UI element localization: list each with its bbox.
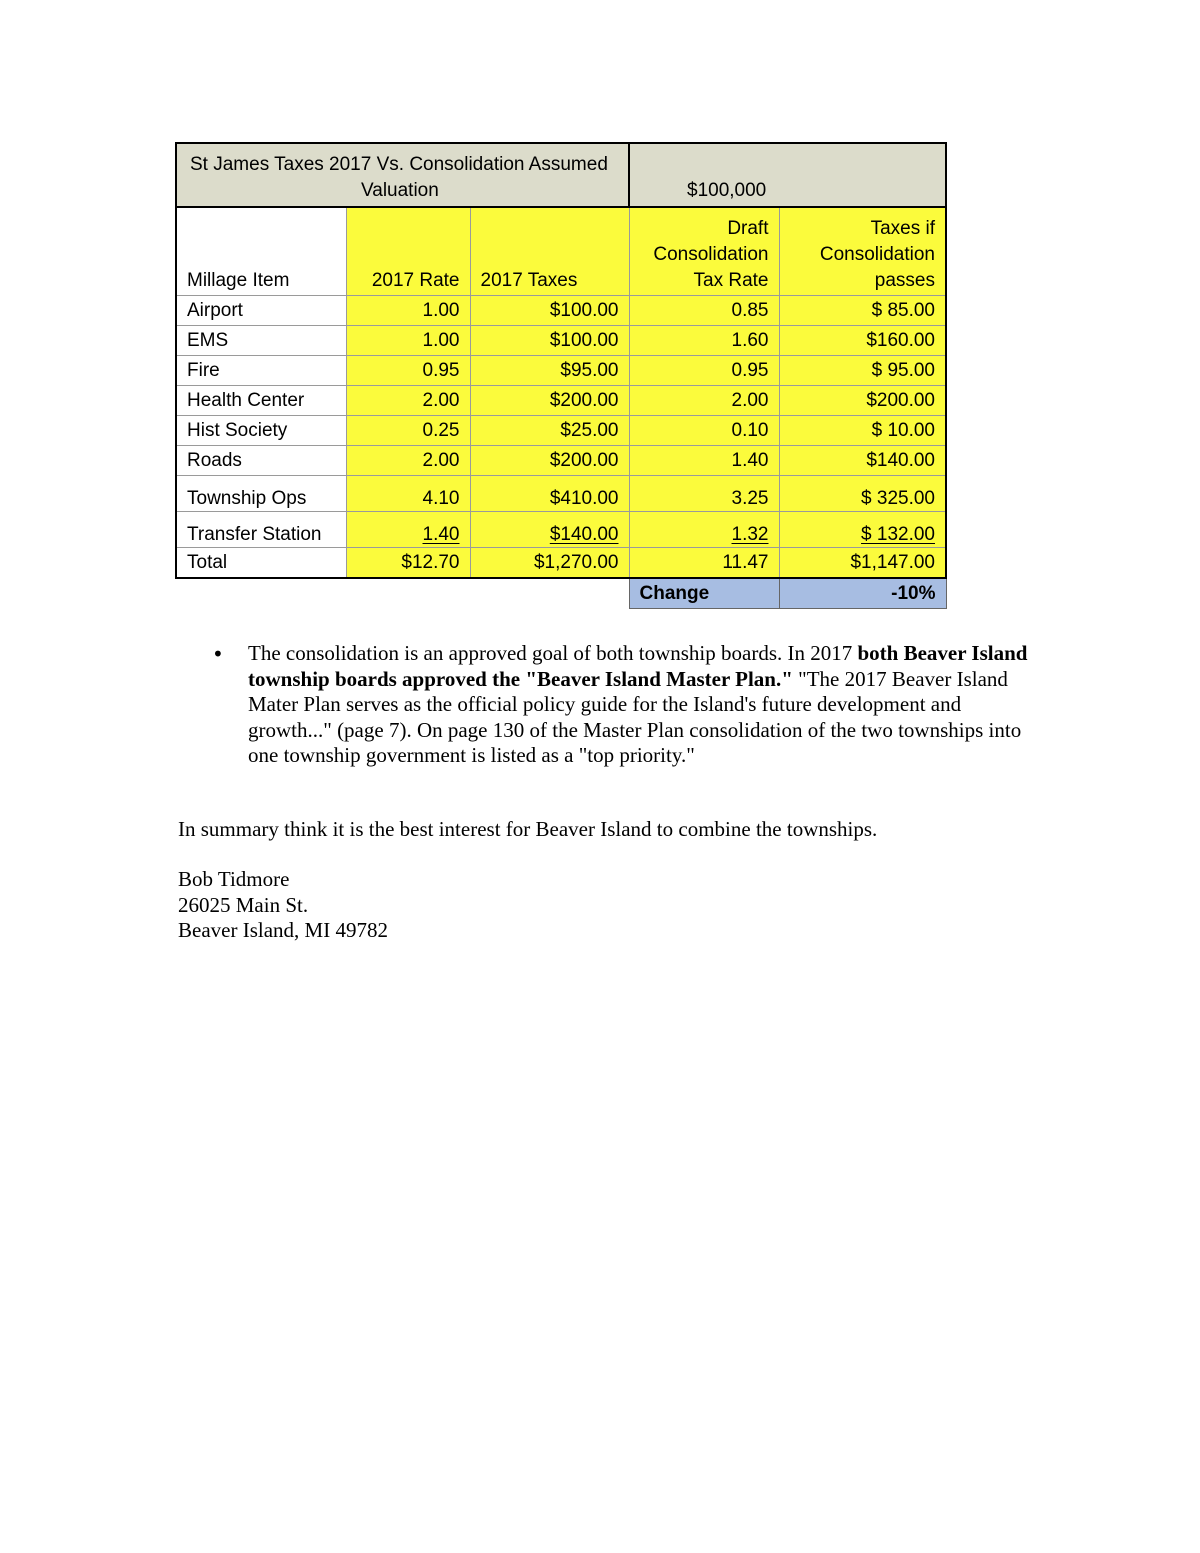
row-item: Roads xyxy=(176,446,346,476)
row-taxes-if: $200.00 xyxy=(779,386,946,416)
table-row xyxy=(176,446,946,476)
row-item: Fire xyxy=(176,356,346,386)
table-row xyxy=(176,326,946,356)
tax-comparison-table xyxy=(175,142,947,609)
total-row xyxy=(176,548,946,579)
header-2017-taxes: 2017 Taxes xyxy=(470,207,629,296)
table-title-line2: Valuation xyxy=(361,180,439,201)
header-taxesif-l2: Consolidation xyxy=(819,244,935,265)
header-2017-rate: 2017 Rate xyxy=(346,207,470,296)
change-row xyxy=(176,578,946,609)
row-taxes: $95.00 xyxy=(470,356,629,386)
table-row xyxy=(176,476,946,512)
header-millage-item: Millage Item xyxy=(176,207,346,296)
signature-street: 26025 Main St. xyxy=(178,892,309,917)
summary-paragraph: In summary think it is the best interest for Beaver Island to combine the townships. xyxy=(178,817,878,841)
row-taxes-if: $ 132.00 xyxy=(861,524,935,545)
row-taxes-if: $140.00 xyxy=(779,446,946,476)
row-taxes: $200.00 xyxy=(470,446,629,476)
row-taxes: $410.00 xyxy=(470,476,629,512)
row-item: Transfer Station xyxy=(176,512,346,548)
table-row xyxy=(176,386,946,416)
row-taxes-if: $ 10.00 xyxy=(779,416,946,446)
row-taxes: $25.00 xyxy=(470,416,629,446)
row-rate: 2.00 xyxy=(346,386,470,416)
signature-name: Bob Tidmore xyxy=(178,867,290,891)
table-row xyxy=(176,416,946,446)
header-taxesif-l3: passes xyxy=(874,270,935,291)
row-item: EMS xyxy=(176,326,346,356)
row-taxes-if: $ 325.00 xyxy=(779,476,946,512)
header-draft-rate xyxy=(629,207,779,296)
row-taxes-if: $160.00 xyxy=(779,326,946,356)
bullet-text-a: The consolidation is an approved goal of both township boards. In 2017 xyxy=(248,641,858,665)
row-item: Airport xyxy=(176,296,346,326)
total-taxes: $1,270.00 xyxy=(470,548,629,579)
table-title-row xyxy=(176,143,946,207)
row-taxes-if: $ 85.00 xyxy=(779,296,946,326)
header-draft-l3: Tax Rate xyxy=(693,270,769,291)
header-draft-l1: Draft xyxy=(727,218,769,239)
table-row xyxy=(176,512,946,548)
row-taxes: $140.00 xyxy=(549,524,619,545)
row-draft-rate: 1.32 xyxy=(731,524,769,545)
row-rate: 0.95 xyxy=(346,356,470,386)
bullet-dot: • xyxy=(212,642,224,666)
row-draft-rate: 0.10 xyxy=(629,416,779,446)
total-label: Total xyxy=(176,548,346,579)
row-rate: 0.25 xyxy=(346,416,470,446)
header-draft-l2: Consolidation xyxy=(653,244,769,265)
row-draft-rate: 1.40 xyxy=(629,446,779,476)
header-taxes-if xyxy=(779,207,946,296)
row-draft-rate: 2.00 xyxy=(629,386,779,416)
bullet-paragraph xyxy=(248,641,1038,769)
row-item: Health Center xyxy=(176,386,346,416)
signature-block xyxy=(178,867,778,944)
total-rate: $12.70 xyxy=(346,548,470,579)
change-value: -10% xyxy=(779,578,946,609)
table-title-line1: St James Taxes 2017 Vs. Consolidation Assumed xyxy=(190,154,608,175)
change-label: Change xyxy=(629,578,779,609)
row-draft-rate: 1.60 xyxy=(629,326,779,356)
row-taxes: $100.00 xyxy=(470,296,629,326)
row-draft-rate: 0.85 xyxy=(629,296,779,326)
total-draft-rate: 11.47 xyxy=(629,548,779,579)
table-header-row xyxy=(176,207,946,296)
header-taxesif-l1: Taxes if xyxy=(870,218,935,239)
row-draft-rate: 3.25 xyxy=(629,476,779,512)
table-row xyxy=(176,296,946,326)
bullet-text-b: "The 2017 Beaver Island Mater Plan serves as the official policy guide for the Island's future development and growth..." (page 7). On page 130 of the Master Plan consolidation of the two townships into one township government is listed as a "top priority." xyxy=(248,666,1022,767)
row-rate: 4.10 xyxy=(346,476,470,512)
row-item: Hist Society xyxy=(176,416,346,446)
row-rate: 1.00 xyxy=(346,326,470,356)
total-taxes-if: $1,147.00 xyxy=(779,548,946,579)
table-row xyxy=(176,356,946,386)
row-draft-rate: 0.95 xyxy=(629,356,779,386)
row-rate: 1.40 xyxy=(422,524,460,545)
row-taxes-if: $ 95.00 xyxy=(779,356,946,386)
bullet-text-bold: both Beaver Island township boards approved the "Beaver Island Master Plan." xyxy=(248,641,1028,691)
signature-city: Beaver Island, MI 49782 xyxy=(178,918,388,942)
row-item: Township Ops xyxy=(176,476,346,512)
row-rate: 1.00 xyxy=(346,296,470,326)
row-rate: 2.00 xyxy=(346,446,470,476)
row-taxes: $100.00 xyxy=(470,326,629,356)
valuation-amount: $100,000 xyxy=(687,180,767,201)
row-taxes: $200.00 xyxy=(470,386,629,416)
